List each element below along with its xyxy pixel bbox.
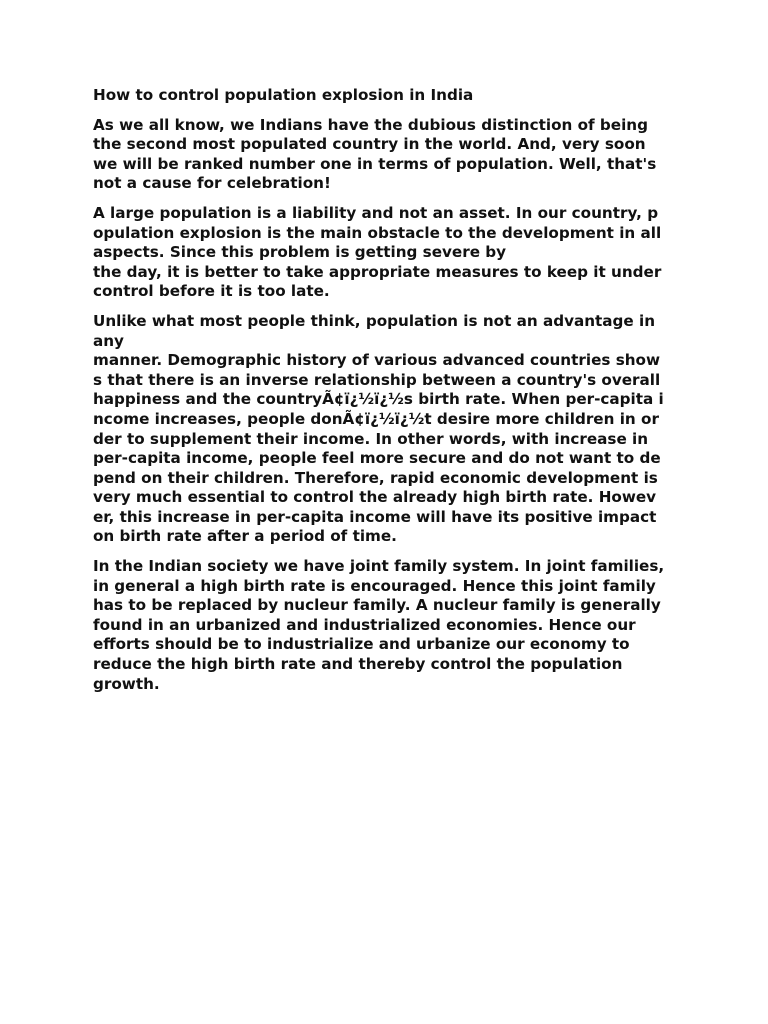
paragraph-line: Unlike what most people think, population is not an advantage in xyxy=(93,311,656,330)
paragraph-line: in general a high birth rate is encouraged. Hence this joint family xyxy=(93,576,656,595)
paragraph-line: er, this increase in per-capita income will have its positive impact xyxy=(93,507,657,526)
paragraph-line: growth. xyxy=(93,674,160,693)
document-title: How to control population explosion in India xyxy=(93,86,474,104)
paragraph-line: per-capita income, people feel more secure and do not want to de xyxy=(93,449,661,468)
paragraph-line: the day, it is better to take appropriate measures to keep it under xyxy=(93,262,662,281)
paragraph-line: aspects. Since this problem is getting severe by xyxy=(93,243,507,262)
paragraph-line: reduce the high birth rate and thereby control the population xyxy=(93,655,623,674)
paragraph-line: der to supplement their income. In other words, with increase in xyxy=(93,429,649,448)
paragraph-line: s that there is an inverse relationship between a country's overall xyxy=(93,370,661,389)
paragraph-line: As we all know, we Indians have the dubious distinction of being xyxy=(93,115,648,134)
paragraph-4 xyxy=(93,557,683,694)
paragraph-line: any xyxy=(93,331,124,350)
paragraph-line: has to be replaced by nucleur family. A nucleur family is generally xyxy=(93,596,661,615)
paragraph-line: pend on their children. Therefore, rapid economic development is xyxy=(93,468,658,487)
paragraph-line: not a cause for celebration! xyxy=(93,174,331,193)
paragraph-line: happiness and the countryÃ¢ï¿½ï¿½s birth rate. When per-capita i xyxy=(93,390,664,409)
paragraph-line: very much essential to control the already high birth rate. Howev xyxy=(93,488,657,507)
paragraph-line: A large population is a liability and not an asset. In our country, p xyxy=(93,203,659,222)
paragraph-line: found in an urbanized and industrialized economies. Hence our xyxy=(93,615,636,634)
paragraph-3 xyxy=(93,312,683,547)
document-body xyxy=(93,86,683,704)
paragraph-1 xyxy=(93,116,683,194)
paragraph-line: control before it is too late. xyxy=(93,282,330,301)
paragraph-line: we will be ranked number one in terms of population. Well, that's xyxy=(93,154,657,173)
paragraph-2 xyxy=(93,204,683,302)
paragraph-line: manner. Demographic history of various advanced countries show xyxy=(93,351,661,370)
paragraph-line: opulation explosion is the main obstacle to the development in all xyxy=(93,223,662,242)
paragraph-line: on birth rate after a period of time. xyxy=(93,527,397,546)
paragraph-line: In the Indian society we have joint family system. In joint families, xyxy=(93,557,665,576)
paragraph-line: efforts should be to industrialize and urbanize our economy to xyxy=(93,635,630,654)
paragraph-line: the second most populated country in the world. And, very soon xyxy=(93,135,646,154)
paragraph-line: ncome increases, people donÃ¢ï¿½ï¿½t desire more children in or xyxy=(93,409,659,428)
